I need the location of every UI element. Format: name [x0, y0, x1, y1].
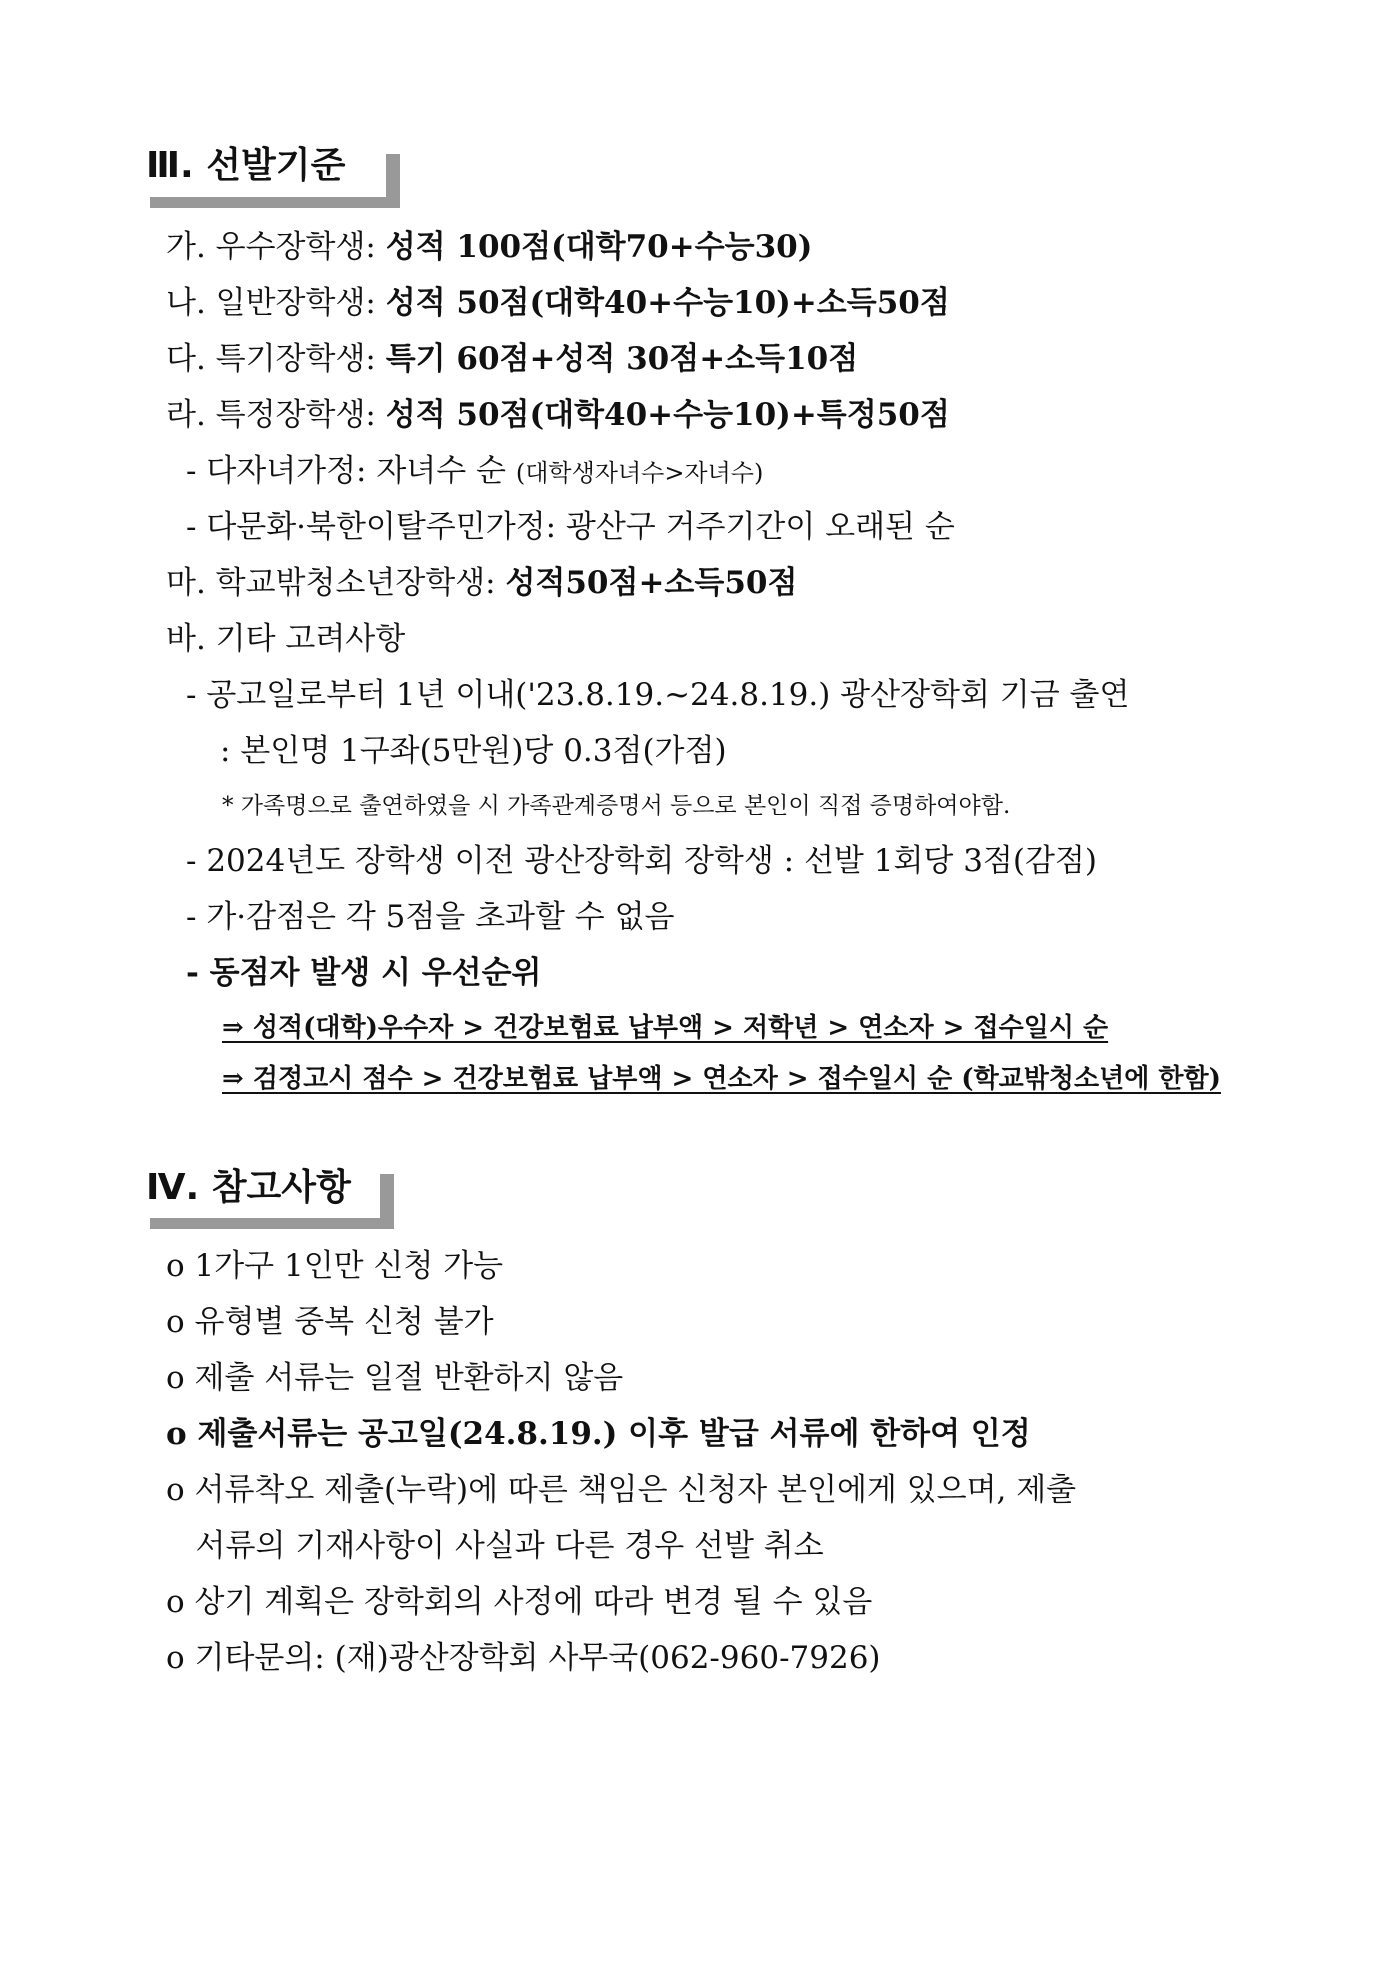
section-3-header-bar-horizontal — [150, 197, 400, 208]
note-item-2: o 유형별 중복 신청 불가 — [166, 1304, 494, 1340]
consider-donation: - 공고일로부터 1년 이내('23.8.19.~24.8.19.) 광산장학회 기금 출연 — [186, 677, 1130, 713]
criteria-item-ga-detail: 성적 100점(대학70+수능30) — [385, 229, 813, 265]
criteria-item-na-label: 나. 일반장학생: — [166, 285, 386, 321]
criteria-item-ra-detail: 성적 50점(대학40+수능10)+특정50점 — [385, 397, 950, 433]
section-3-header — [146, 146, 406, 210]
consider-donation-detail: : 본인명 1구좌(5만원)당 0.3점(가점) — [220, 733, 727, 769]
note-item-4: o 제출서류는 공고일(24.8.19.) 이후 발급 서류에 한하여 인정 — [166, 1416, 1031, 1452]
section-4-header — [146, 1168, 406, 1232]
criteria-item-ga-label: 가. 우수장학생: — [166, 229, 386, 265]
criteria-item-da-label: 다. 특기장학생: — [166, 341, 386, 377]
consider-tie-rule-1: ⇒ 성적(대학)우수자 > 건강보험료 납부액 > 저학년 > 연소자 > 접수일시 순 — [222, 1013, 1109, 1043]
note-item-1: o 1가구 1인만 신청 가능 — [166, 1248, 504, 1284]
criteria-item-da — [166, 339, 858, 379]
sub-multi-child-note: (대학생자녀수>자녀수) — [515, 459, 764, 487]
criteria-item-ma — [166, 563, 797, 603]
criteria-item-ra-label: 라. 특정장학생: — [166, 397, 386, 433]
criteria-item-ra — [166, 395, 950, 435]
sub-multicultural: - 다문화·북한이탈주민가정: 광산구 거주기간이 오래된 순 — [186, 509, 955, 545]
section-4-title: Ⅳ. 참고사항 — [146, 1167, 351, 1208]
sub-multi-child — [186, 451, 763, 493]
criteria-item-da-detail: 특기 60점+성적 30점+소득10점 — [385, 341, 859, 377]
consider-tie-title: - 동점자 발생 시 우선순위 — [186, 955, 542, 991]
criteria-item-ga — [166, 227, 812, 267]
note-item-5: o 서류착오 제출(누락)에 따른 책임은 신청자 본인에게 있으며, 제출 — [166, 1472, 1077, 1508]
criteria-item-ma-detail: 성적50점+소득50점 — [505, 565, 798, 601]
criteria-item-ma-label: 마. 학교밖청소년장학생: — [166, 565, 506, 601]
criteria-item-ba: 바. 기타 고려사항 — [166, 621, 406, 657]
section-4-header-bar-horizontal — [150, 1218, 394, 1229]
note-item-3: o 제출 서류는 일절 반환하지 않음 — [166, 1360, 624, 1396]
consider-tie-rule-2: ⇒ 검정고시 점수 > 건강보험료 납부액 > 연소자 > 접수일시 순 (학교밖청소년에 한함) — [222, 1064, 1221, 1094]
consider-limit: - 가·감점은 각 5점을 초과할 수 없음 — [186, 899, 675, 935]
section-3-title: Ⅲ. 선발기준 — [146, 145, 346, 186]
note-item-6: o 상기 계획은 장학회의 사정에 따라 변경 될 수 있음 — [166, 1584, 873, 1620]
sub-multi-child-main: - 다자녀가정: 자녀수 순 — [186, 453, 516, 489]
note-item-5-continued: 서류의 기재사항이 사실과 다른 경우 선발 취소 — [166, 1528, 824, 1564]
note-item-7: o 기타문의: (재)광산장학회 사무국(062-960-7926) — [166, 1640, 881, 1676]
criteria-item-na-detail: 성적 50점(대학40+수능10)+소득50점 — [385, 285, 950, 321]
consider-donation-note: * 가족명으로 출연하였을 시 가족관계증명서 등으로 본인이 직접 증명하여야함. — [222, 793, 1011, 819]
criteria-item-na — [166, 283, 950, 323]
consider-prior-scholar: - 2024년도 장학생 이전 광산장학회 장학생 : 선발 1회당 3점(감점) — [186, 843, 1097, 879]
